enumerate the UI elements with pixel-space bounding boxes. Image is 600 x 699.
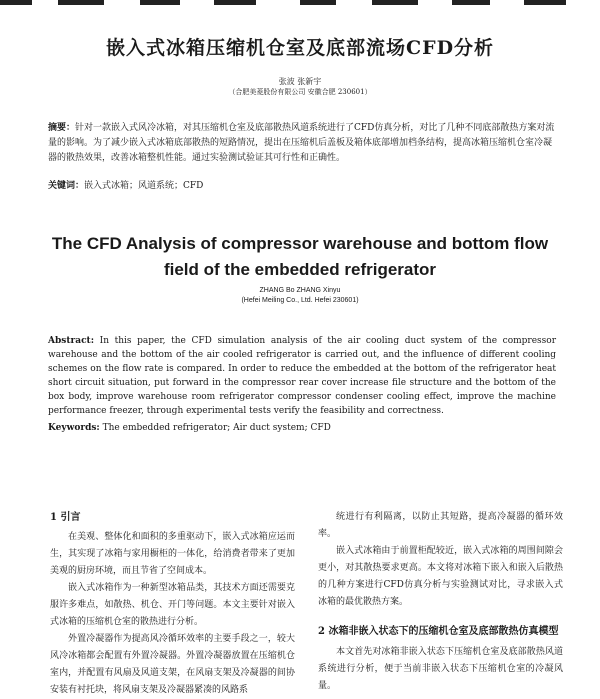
english-affiliation: (Hefei Meiling Co., Ltd. Hefei 230601)	[241, 297, 359, 304]
section-heading: 1 引言	[50, 512, 81, 523]
abstract-text: 针对一款嵌入式风冷冰箱，对其压缩机仓室及底部散热风道系统进行了CFD仿真分析，对比了几种不同底部散热方案对流量的影响。为了减少嵌入式冰箱底部散热的短路情况，提出在压缩机后盖板及箱体底部增加档条结构，提高冰箱压缩机仓室冷凝器的散热效果，改善冰箱整机性能。通过实验测试验证其可行性和正确性。	[48, 123, 555, 163]
body-paragraph: 在美观、整体化和面积的多重驱动下，嵌入式冰箱应运而生，其实现了冰箱与家用橱柜的一体化，给消费者带来了更加美观的厨房环境，而且节省了空间成本。	[50, 532, 295, 576]
page-top-border	[0, 0, 600, 6]
body-paragraph: 嵌入式冰箱作为一种新型冰箱品类，其技术方面还需要克服许多难点，如散热、机仓、开门等问题。本文主要针对嵌入式冰箱的压缩机仓室的散热进行分析。	[50, 583, 295, 627]
english-keywords-text: The embedded refrigerator; Air duct system; CFD	[99, 423, 331, 433]
body-paragraph: 嵌入式冰箱由于前置柜配较近，嵌入式冰箱的周围间隙会更小，对其散热要求更高。本文将对冰箱下嵌入和嵌入后散热的几种方案进行CFD仿真分析与实验测试对比，寻求嵌入式冰箱的最优散热方案。	[318, 546, 563, 607]
chinese-keywords	[48, 178, 556, 191]
english-title-line: field of the embedded refrigerator	[163, 260, 437, 279]
english-title-line: The CFD Analysis of compressor warehouse and bottom flow	[51, 234, 549, 253]
body-paragraph: 统进行有利隔离，以防止其短路，提高冷凝器的循环效率。	[318, 512, 563, 539]
english-keywords	[48, 423, 556, 433]
section-heading: 2 冰箱非嵌入状态下的压缩机仓室及底部散热仿真模型	[318, 626, 559, 637]
keywords-label: 关键词：	[48, 181, 85, 191]
english-abstract	[48, 334, 556, 418]
body-column-right	[318, 509, 563, 695]
body-paragraph: 外置冷凝器作为提高风冷循环效率的主要手段之一，较大风冷冰箱都会配置有外置冷凝器。外置冷凝器放置在压缩机仓室内，并配置有风扇及风道支架，在风扇支架及冷凝器的间协安装有衬托块，将风扇支架及冷凝器紧凑的风路系	[50, 634, 295, 695]
english-abstract-label: Abstract:	[48, 336, 95, 346]
english-keywords-label: Keywords:	[48, 423, 100, 433]
english-author-names: ZHANG Bo ZHANG Xinyu	[259, 287, 341, 294]
keywords-text: 嵌入式冰箱；风道系统；CFD	[84, 181, 204, 191]
chinese-abstract	[48, 121, 556, 166]
english-title	[0, 231, 600, 283]
author-names: 张波 张新宇	[278, 77, 322, 86]
author-affiliation: （合肥美菱股份有限公司 安徽合肥 230601）	[228, 88, 372, 96]
page-title: 嵌入式冰箱压缩机仓室及底部流场CFD分析	[105, 37, 495, 59]
english-abstract-text: In this paper, the CFD simulation analysis of the air cooling duct system of the compressor warehouse and the bottom of the air cooled refrigerator is carried out, and the influence of different cooling schemes on the flow rate is compared. In order to reduce the embedded at the bottom of the refrigerator heat short circuit situation, put forward in the compressor rear cover increase file structure and the bottom of the box body, improve warehouse room refrigerator compressor condenser cooling effect, improve the machine performance freezer, through experimental tests verify the feasibility and correctness.	[48, 336, 556, 416]
body-column-left	[50, 509, 295, 699]
abstract-label: 摘要：	[48, 123, 76, 133]
body-paragraph: 本文首先对冰箱非嵌入状态下压缩机仓室及底部散热风道系统进行分析，便于当前非嵌入状态下压缩机仓室的冷凝风量。	[318, 647, 563, 691]
